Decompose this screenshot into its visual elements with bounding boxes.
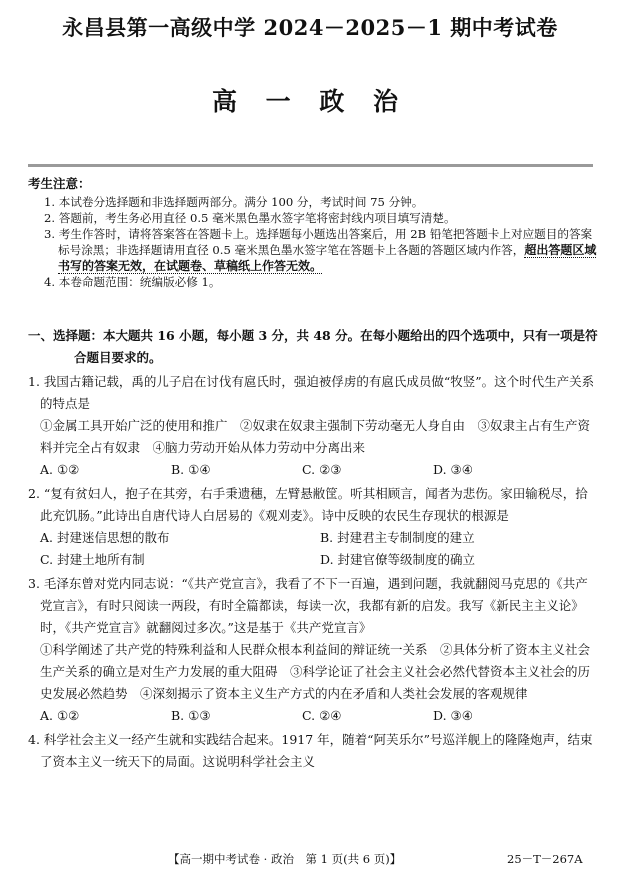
question-4	[28, 729, 600, 773]
notice-heading: 考生注意：	[28, 176, 91, 191]
question-3-options	[28, 705, 600, 727]
subject-title: 高 一 政 治	[211, 87, 409, 116]
option-a: A. ①②	[40, 462, 80, 477]
footer-page-info: 【高一期中考试卷 · 政治 第 1 页(共 6 页)】	[168, 852, 402, 866]
notice-item-2: 2. 答题前，考生务必用直径 0.5 毫米黑色墨水签字笔将密封线内项目填写清楚。	[44, 211, 456, 225]
option-b: B. 封建君主专制制度的建立	[320, 530, 475, 545]
notice-item-3-text: 3. 考生作答时，请将答案答在答题卡上。选择题每小题选出答案后，用 2B 铅笔把答题卡上对应题目的答案标号涂黑；非选择题请用直径 0.5 毫米黑色墨水签字笔在答题卡上各题的答题区域内作答，	[44, 227, 593, 257]
candidate-notice	[28, 176, 598, 290]
notice-item-1: 1. 本试卷分选择题和非选择题两部分。满分 100 分，考试时间 75 分钟。	[44, 195, 424, 209]
section-heading: 一、选择题：本大题共 16 小题，每小题 3 分，共 48 分。在每小题给出的四个选项中，只有一项是符合题目要求的。	[28, 328, 598, 365]
exam-title: 永昌县第一高级中学 2024－2025－1 期中考试卷	[62, 15, 558, 40]
option-b: B. ①④	[171, 462, 211, 477]
footer-exam-code: 25－T－267A	[507, 852, 583, 866]
question-3-statements: ①科学阐述了共产党的特殊利益和人民群众根本利益间的辩证统一关系 ②具体分析了资本主义社会生产关系的确立是对生产力发展的重大阻碍 ③科学论证了社会主义社会必然代替资本主义社会的历史发展必然趋势 ④深刻揭示了资本主义生产方式的内在矛盾和人类社会发展的客观规律	[40, 642, 591, 701]
option-a: A. ①②	[40, 708, 80, 723]
question-1	[28, 371, 600, 481]
option-d: D. ③④	[433, 462, 473, 477]
question-1-options	[28, 459, 600, 481]
option-c: C. ②④	[302, 708, 342, 723]
divider-rule	[28, 164, 593, 167]
question-3	[28, 573, 600, 727]
option-b: B. ①③	[171, 708, 211, 723]
question-1-stem: 1. 我国古籍记载，禹的儿子启在讨伐有扈氏时，强迫被俘虏的有扈氏成员做“牧竖”。这个时代生产关系的特点是	[28, 374, 595, 411]
option-c: C. ②③	[302, 462, 342, 477]
notice-item-4: 4. 本卷命题范围：统编版必修 1。	[44, 275, 221, 289]
question-2-stem: 2. “复有贫妇人，抱子在其旁，右手秉遗穗，左臂悬敝筐。听其相顾言，闻者为悲伤。家田输税尽，拾此充饥肠。”此诗出自唐代诗人白居易的《观刈麦》。诗中反映的农民生存现状的根源是	[28, 486, 588, 523]
question-4-stem: 4. 科学社会主义一经产生就和实践结合起来。1917 年，随着“阿芙乐尔”号巡洋舰上的隆隆炮声，结束了资本主义一统天下的局面。这说明科学社会主义	[28, 732, 593, 769]
question-3-stem: 3. 毛泽东曾对党内同志说：“《共产党宣言》，我看了不下一百遍，遇到问题，我就翻阅马克思的《共产党宣言》，有时只阅读一两段，有时全篇都读，每读一次，我都有新的启发。我写《新民主主义论》时，《共产党宣言》就翻阅过多次。”这是基于《共产党宣言》	[28, 576, 588, 635]
questions-area	[28, 325, 600, 773]
option-d: D. ③④	[433, 708, 473, 723]
option-d: D. 封建官僚等级制度的确立	[320, 552, 476, 567]
question-1-statements: ①金属工具开始广泛的使用和推广 ②奴隶在奴隶主强制下劳动毫无人身自由 ③奴隶主占有生产资料并完全占有奴隶 ④脑力劳动开始从体力劳动中分离出来	[40, 418, 591, 455]
notice-item-3	[28, 226, 598, 274]
option-c: C. 封建土地所有制	[40, 552, 145, 567]
question-2-options	[28, 527, 600, 571]
question-2	[28, 483, 600, 571]
notice-item-3-emphasis: 超出答题区域书写的答案无效，在试题卷、草稿纸上作答无效。	[58, 243, 597, 273]
option-a: A. 封建迷信思想的散布	[40, 530, 170, 545]
